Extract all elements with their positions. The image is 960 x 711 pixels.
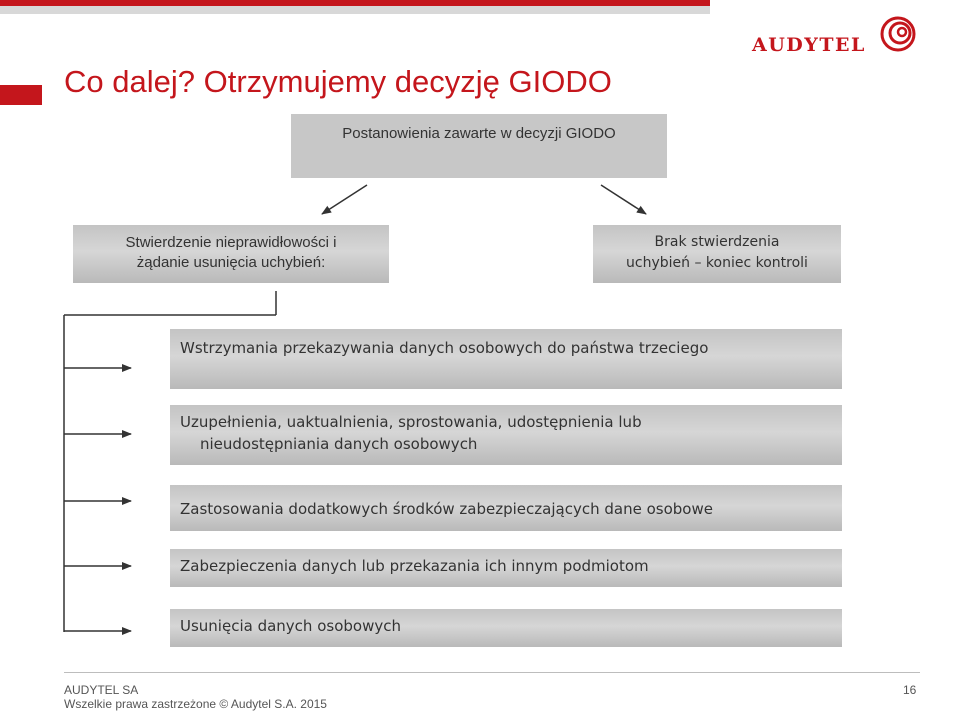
action-text: Wstrzymania przekazywania danych osobowych do państwa trzeciego — [180, 339, 709, 357]
action-item — [169, 484, 843, 532]
irregularities-line-2: żądanie usunięcia uchybień: — [136, 254, 326, 271]
decision-box — [290, 113, 668, 179]
irregularities-line-1: Stwierdzenie nieprawidłowości i — [125, 234, 337, 251]
action-text: Zastosowania dodatkowych środków zabezpieczających dane osobowe — [180, 500, 713, 518]
decision-box-label: Postanowienia zawarte w decyzji GIODO — [342, 125, 616, 142]
action-text: Zabezpieczenia danych lub przekazania ich innym podmiotom — [180, 557, 649, 575]
action-item — [169, 608, 843, 648]
no-irregularities-box — [592, 224, 842, 284]
action-item — [169, 404, 843, 466]
action-text: Uzupełnienia, uaktualnienia, sprostowania, udostępnienia lub — [180, 413, 642, 431]
page-title: Co dalej? Otrzymujemy decyzję GIODO — [64, 64, 612, 99]
no-irregularities-line-1: Brak stwierdzenia — [654, 234, 780, 250]
action-text-line-2: nieudostępniania danych osobowych — [200, 435, 478, 453]
footer-company: AUDYTEL SA — [64, 683, 139, 697]
footer-divider — [64, 672, 920, 673]
irregularities-box — [72, 224, 390, 284]
action-item — [169, 548, 843, 588]
arrow-to-left-branch — [322, 185, 367, 214]
page-number: 16 — [903, 683, 917, 697]
arrow-to-right-branch — [601, 185, 646, 214]
footer-rights: Wszelkie prawa zastrzeżone © Audytel S.A. 2015 — [64, 697, 327, 711]
action-item — [169, 328, 843, 390]
logo-text: AUDYTEL — [752, 34, 866, 56]
action-text: Usunięcia danych osobowych — [180, 617, 401, 635]
no-irregularities-line-2: uchybień – koniec kontroli — [626, 255, 808, 271]
